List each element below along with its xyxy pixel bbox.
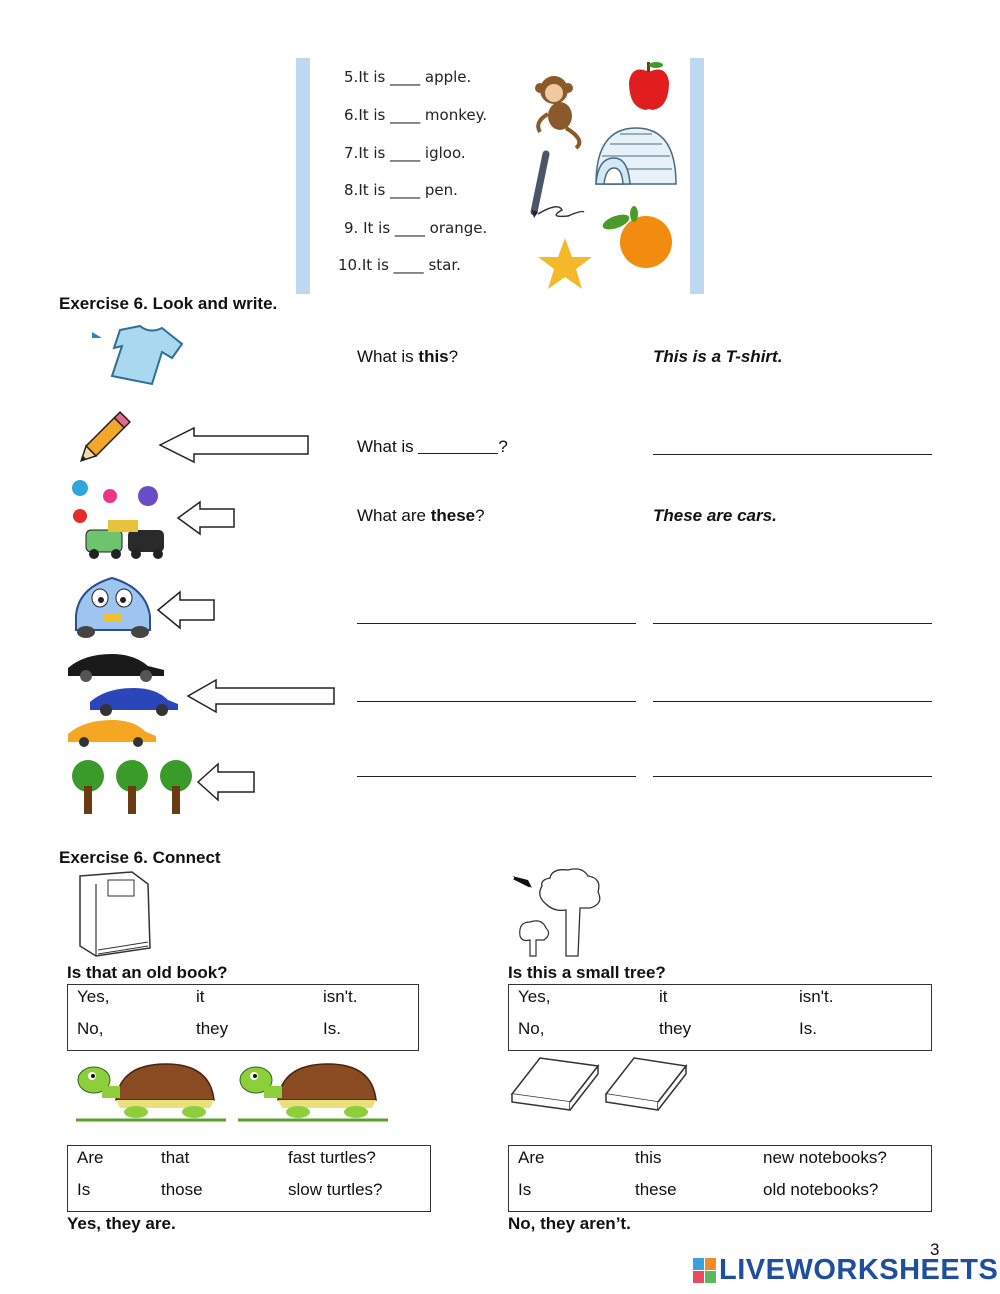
monkey-icon: [526, 70, 596, 150]
three-cars-icon: [64, 648, 182, 748]
blank[interactable]: [418, 437, 498, 454]
answer-line-row-4[interactable]: [653, 623, 932, 624]
option[interactable]: those: [161, 1180, 203, 1199]
panel-border-left: [296, 58, 310, 294]
option[interactable]: isn't.: [799, 987, 834, 1006]
question-row-3: What are these?: [357, 506, 485, 525]
answer-line-row-5[interactable]: [653, 701, 932, 702]
option[interactable]: it: [196, 987, 205, 1006]
task1-question: Is that an old book?: [67, 963, 228, 982]
item-5: 5.It is ____ apple.: [344, 68, 472, 86]
liveworksheets-logo-icon: [693, 1258, 717, 1284]
old-book-icon: [74, 870, 154, 960]
liveworksheets-logo: [693, 1254, 998, 1287]
arrow-left-icon: [196, 762, 256, 802]
question-row-1: What is this?: [357, 347, 459, 366]
notebooks-icon: [510, 1054, 690, 1116]
answer-row-1: This is a T-shirt.: [653, 347, 783, 366]
small-tree-icon: [510, 866, 606, 962]
option[interactable]: Yes,: [77, 987, 110, 1006]
turtles-icon: [76, 1060, 388, 1124]
option[interactable]: these: [635, 1180, 677, 1199]
arrow-left-icon: [158, 426, 310, 464]
question-row-2: What is ?: [357, 437, 508, 456]
option[interactable]: old notebooks?: [763, 1180, 879, 1199]
option[interactable]: Are: [77, 1148, 104, 1167]
task3-options-box: [67, 1145, 431, 1212]
arrow-left-icon: [186, 678, 336, 714]
option[interactable]: No,: [77, 1019, 104, 1038]
option[interactable]: Is: [77, 1180, 91, 1199]
exercise-connect-title: Exercise 6. Connect: [59, 848, 221, 867]
option[interactable]: Is.: [323, 1019, 341, 1038]
star-icon: [536, 236, 594, 292]
answer-row-3: These are cars.: [653, 506, 777, 525]
option[interactable]: that: [161, 1148, 190, 1167]
exercise-look-write-title: Exercise 6. Look and write.: [59, 294, 278, 313]
item-8: 8.It is ____ pen.: [344, 181, 458, 199]
task4-options-box: [508, 1145, 932, 1212]
task1-options-box: [67, 984, 419, 1051]
option[interactable]: they: [659, 1019, 692, 1038]
tshirt-icon: [70, 322, 186, 388]
car-icon: [66, 572, 158, 640]
task2-options-box: [508, 984, 932, 1051]
item-6: 6.It is ____ monkey.: [344, 106, 488, 124]
pen-icon: [528, 152, 588, 220]
pencil-icon: [78, 404, 138, 462]
question-line-row-5[interactable]: [357, 701, 636, 702]
orange-icon: [598, 204, 678, 272]
option[interactable]: fast turtles?: [288, 1148, 376, 1167]
option[interactable]: isn't.: [323, 987, 358, 1006]
liveworksheets-brand: LIVEWORKSHEETS: [719, 1254, 999, 1286]
top-exercise-panel: [296, 58, 704, 294]
answer-line-row-6[interactable]: [653, 776, 932, 777]
option[interactable]: Is: [518, 1180, 532, 1199]
cars-icon: [68, 476, 178, 562]
answer-line-row-2[interactable]: [653, 454, 932, 455]
arrow-left-icon: [156, 590, 216, 630]
page-number: 3: [930, 1240, 940, 1259]
task3-answer: Yes, they are.: [67, 1214, 176, 1233]
igloo-icon: [592, 124, 680, 190]
option[interactable]: it: [659, 987, 668, 1006]
item-7: 7.It is ____ igloo.: [344, 144, 466, 162]
option[interactable]: this: [635, 1148, 662, 1167]
item-10: 10.It is ____ star.: [338, 256, 461, 274]
option[interactable]: they: [196, 1019, 229, 1038]
option[interactable]: Yes,: [518, 987, 551, 1006]
question-line-row-6[interactable]: [357, 776, 636, 777]
arrow-left-icon: [176, 500, 236, 536]
task4-answer: No, they aren’t.: [508, 1214, 631, 1233]
question-line-row-4[interactable]: [357, 623, 636, 624]
task2-question: Is this a small tree?: [508, 963, 666, 982]
option[interactable]: slow turtles?: [288, 1180, 383, 1199]
option[interactable]: new notebooks?: [763, 1148, 887, 1167]
option[interactable]: Are: [518, 1148, 545, 1167]
item-9: 9. It is ____ orange.: [344, 219, 488, 237]
panel-border-right: [690, 58, 704, 294]
trees-icon: [66, 758, 198, 816]
option[interactable]: No,: [518, 1019, 545, 1038]
apple-icon: [624, 58, 674, 114]
option[interactable]: Is.: [799, 1019, 817, 1038]
